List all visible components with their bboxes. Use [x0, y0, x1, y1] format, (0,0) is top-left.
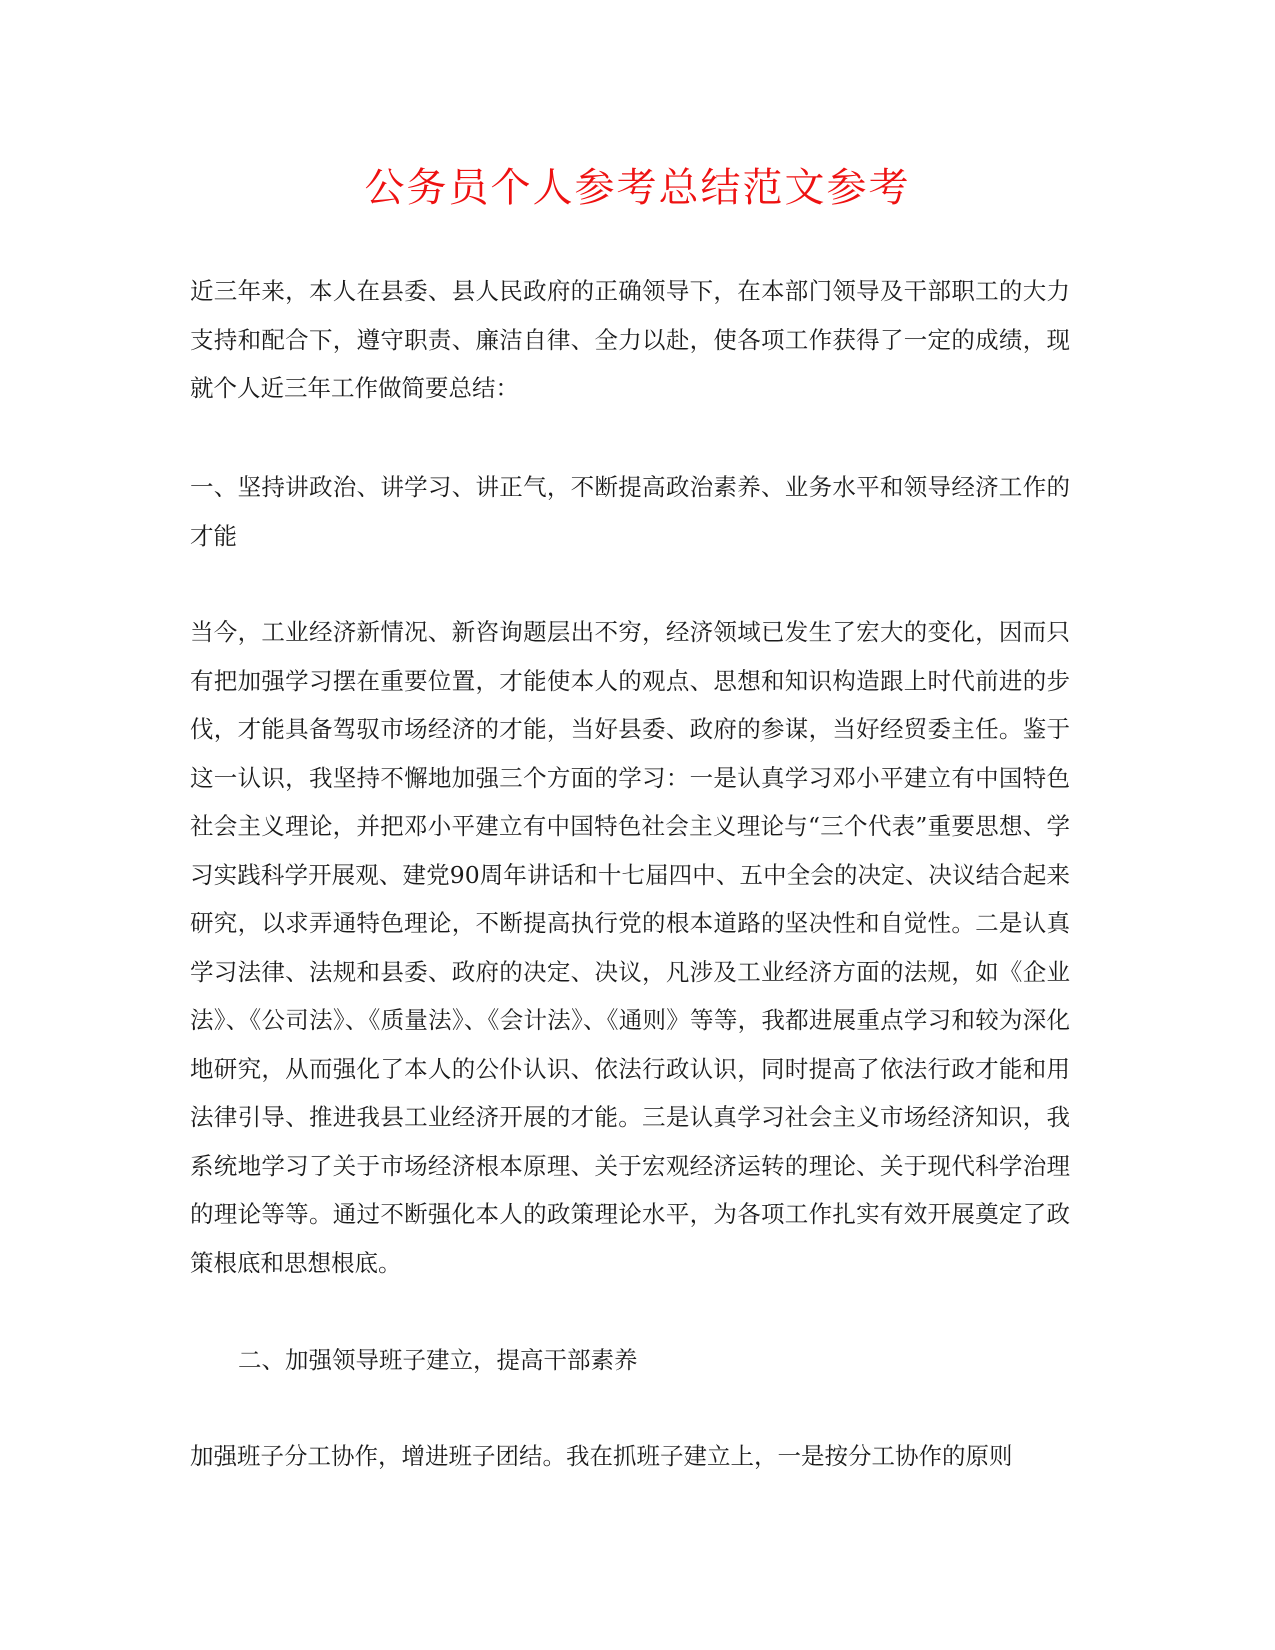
section-heading-1: 一、坚持讲政治、讲学习、讲正气，不断提高政治素养、业务水平和领导经济工作的才能: [190, 473, 1070, 550]
intro-paragraph: 近三年来，本人在县委、县人民政府的正确领导下，在本部门领导及干部职工的大力支持和配合下，遵守职责、廉洁自律、全力以赴，使各项工作获得了一定的成绩，现就个人近三年工作做简要总结：: [190, 277, 1070, 402]
document-title: 公务员个人参考总结范文参考: [364, 165, 911, 211]
section-body-1: 当今，工业经济新情况、新咨询题层出不穷，经济领域已发生了宏大的变化，因而只有把加强学习摆在重要位置，才能使本人的观点、思想和知识构造跟上时代前进的步伐，才能具备驾驭市场经济的才能，当好县委、政府的参谋，当好经贸委主任。鉴于这一认识，我坚持不懈地加强三个方面的学习：一是认真学习邓小平建立有中国特色社会主义理论，并把邓小平建立有中国特色社会主义理论与“三个代表”重要思想、学习实践科学开展观、建党90周年讲话和十七届四中、五中全会的决定、决议结合起来研究，以求弄通特色理论，不断提高执行党的根本道路的坚决性和自觉性。二是认真学习法律、法规和县委、政府的决定、决议，凡涉及工业经济方面的法规，如《企业法》、《公司法》、《质量法》、《会计法》、《通则》等等，我都进展重点学习和较为深化地研究，从而强化了本人的公仆认识、依法行政认识，同时提高了依法行政才能和用法律引导、推进我县工业经济开展的才能。三是认真学习社会主义市场经济知识，我系统地学习了关于市场经济根本原理、关于宏观经济运转的理论、关于现代科学治理的理论等等。通过不断强化本人的政策理论水平，为各项工作扎实有效开展奠定了政策根底和思想根底。: [190, 618, 1070, 1277]
section-body-2: 加强班子分工协作，增进班子团结。我在抓班子建立上，一是按分工协作的原则: [190, 1442, 1013, 1470]
section-heading-2: 二、加强领导班子建立，提高干部素养: [238, 1346, 638, 1374]
